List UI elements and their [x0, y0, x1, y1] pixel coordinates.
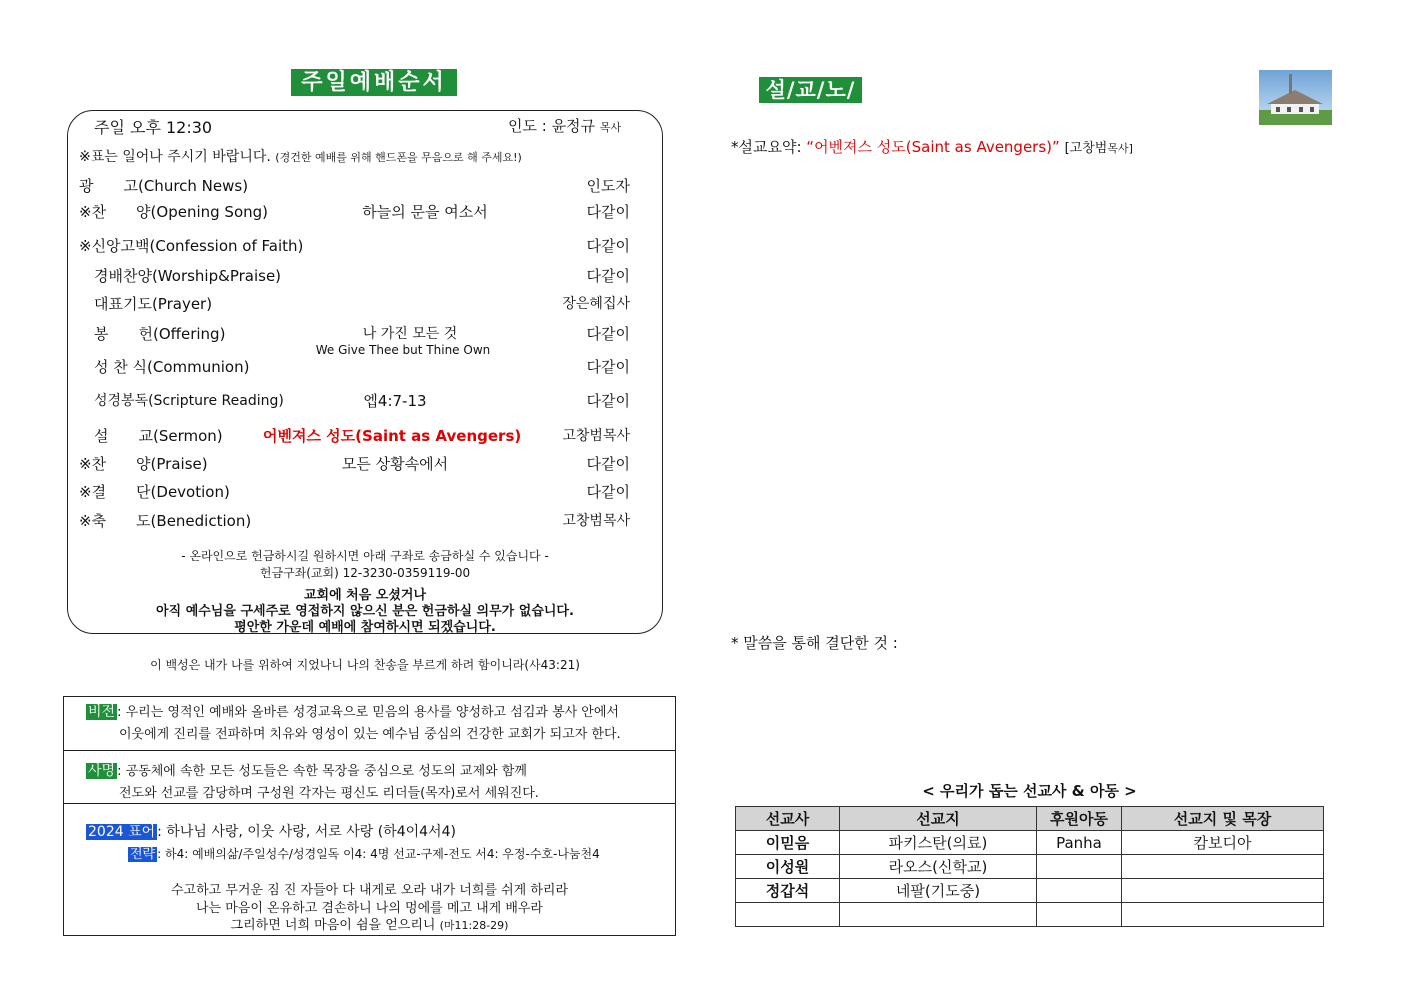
year-motto: [86, 821, 456, 841]
stand-note: [79, 146, 522, 166]
item-right: 다같이: [586, 203, 630, 221]
leader-suffix: 목사: [599, 121, 622, 134]
item-name: ※축 도(Benediction): [79, 512, 252, 530]
table-cell: [1037, 903, 1122, 927]
order-title: 주일예배순서: [291, 69, 457, 96]
item-name: ※찬 양(Praise): [79, 455, 208, 473]
strategy-tag: 전략: [130, 847, 156, 862]
mission-tag: 사명: [88, 763, 116, 779]
year-tag: 2024 표어: [88, 824, 156, 840]
table-cell: [840, 903, 1037, 927]
vision-text: : 우리는 영적인 예배와 올바른 성경교육으로 믿음의 용사를 양성하고 섬김과 봉사 안에서: [117, 705, 619, 720]
table-row: [736, 903, 1324, 927]
sermon-title-order: 어벤져스 성도(Saint as Avengers): [263, 427, 522, 445]
table-cell: [1037, 855, 1122, 879]
divider: [63, 750, 676, 751]
table-header: 선교사: [736, 807, 840, 831]
table-cell: [1037, 879, 1122, 903]
vision-tag: 비전: [88, 704, 116, 720]
table-cell: 네팔(기도중): [840, 879, 1037, 903]
mission-line-1: [86, 760, 527, 780]
service-time: 주일 오후 12:30: [94, 118, 213, 137]
table-header-row: [736, 807, 1324, 831]
missionary-table: [735, 806, 1324, 927]
divider: [63, 803, 676, 804]
item-right: 다같이: [586, 392, 630, 410]
item-right: 다같이: [586, 455, 630, 473]
closing-line-3-text: 그리하면 너희 마음이 쉼을 얻으리니: [230, 918, 436, 933]
year-text: : 하나님 사랑, 이웃 사랑, 서로 사랑 (하4이4서4): [157, 824, 456, 840]
table-cell: 캄보디아: [1122, 831, 1324, 855]
decision-label: * 말씀을 통해 결단한 것 :: [731, 634, 898, 652]
mission-line-2: 전도와 선교를 감당하며 구성원 각자는 평신도 리더들(목자)로서 세워진다.: [119, 786, 539, 801]
item-right: 고창범목사: [562, 513, 630, 529]
church-photo: [1259, 70, 1332, 125]
table-header: 후원아동: [1037, 807, 1122, 831]
table-header: 선교지 및 목장: [1122, 807, 1324, 831]
item-name: 봉 헌(Offering): [94, 325, 226, 343]
closing-line-2: 나는 마음이 온유하고 겸손하니 나의 멍에를 메고 내게 배우라: [195, 901, 543, 916]
table-cell: 이성원: [736, 855, 840, 879]
closing-line-3: [63, 914, 676, 933]
table-cell: 라오스(신학교): [840, 855, 1037, 879]
item-mid: 나 가진 모든 것: [362, 326, 458, 342]
strategy-text: : 하4: 예배의삶/주일성수/성경일독 이4: 4명 선교-구제-전도 서4: 우정-수호-나눔천4: [157, 847, 600, 861]
preacher: [고창범: [1064, 141, 1108, 156]
item-mid-2: We Give Thee but Thine Own: [315, 343, 491, 357]
sermon-summary: [731, 136, 1133, 157]
item-mid: 엡4:7-13: [363, 392, 427, 410]
newcomer-line-3: 평안한 가운데 예배에 참여하시면 되겠습니다.: [234, 620, 496, 635]
item-name: 광 고(Church News): [79, 177, 249, 195]
table-row: [736, 855, 1324, 879]
table-cell: [1122, 879, 1324, 903]
newcomer-line-1: 교회에 처음 오셨거나: [303, 588, 427, 603]
item-right: 다같이: [586, 267, 630, 285]
leader-label: 인도 : 윤정규: [508, 117, 596, 135]
item-right: 인도자: [586, 177, 630, 195]
stand-note-text: ※표는 일어나 주시기 바랍니다.: [79, 149, 271, 165]
sermon-note-title: 설/교/노/트: [759, 77, 862, 103]
phone-note: (경건한 예배를 위해 핸드폰을 무음으로 해 주세요!): [275, 151, 522, 164]
table-cell: [1122, 855, 1324, 879]
preacher-suffix: 목사]: [1107, 142, 1133, 155]
mission-text: : 공동체에 속한 모든 성도들은 속한 목장을 중심으로 성도의 교제와 함께: [117, 764, 527, 779]
item-mid: 모든 상황속에서: [341, 455, 449, 473]
item-right: 다같이: [586, 483, 630, 501]
table-cell: 이믿음: [736, 831, 840, 855]
online-note: - 온라인으로 헌금하시길 원하시면 아래 구좌로 송금하실 수 있습니다 -: [181, 549, 549, 563]
item-name: 성 찬 식(Communion): [94, 358, 250, 376]
closing-ref: (마11:28-29): [439, 919, 509, 932]
item-name: 대표기도(Prayer): [94, 295, 213, 313]
leader-info: [508, 115, 621, 136]
item-name: ※신앙고백(Confession of Faith): [79, 237, 304, 255]
closing-line-1: 수고하고 무거운 짐 진 자들아 다 내게로 오라 내가 너희를 쉬게 하리라: [170, 883, 569, 898]
item-right: 장은혜집사: [562, 296, 630, 312]
item-name: 설 교(Sermon): [94, 427, 223, 445]
item-right: 다같이: [586, 358, 630, 376]
missionary-title: < 우리가 돕는 선교사 & 아동 >: [922, 782, 1137, 800]
strategy: [128, 843, 600, 862]
table-header: 선교지: [840, 807, 1037, 831]
table-cell: 정갑석: [736, 879, 840, 903]
table-cell: 파키스탄(의료): [840, 831, 1037, 855]
summary-quote: “어벤져스 성도(Saint as Avengers)”: [806, 138, 1060, 156]
item-right: 고창범목사: [562, 428, 630, 444]
item-right: 다같이: [586, 325, 630, 343]
vision-line-2: 이웃에게 진리를 전파하며 치유와 영성이 있는 예수님 중심의 건강한 교회가 되고자 한다.: [119, 727, 621, 742]
item-name: 성경봉독(Scripture Reading): [94, 393, 284, 409]
table-cell: [736, 903, 840, 927]
table-row: [736, 879, 1324, 903]
item-name: 경배찬양(Worship&Praise): [94, 267, 282, 285]
bible-verse: 이 백성은 내가 나를 위하여 지었나니 나의 찬송을 부르게 하려 함이니라(사43:21): [150, 658, 580, 672]
table-cell: Panha: [1037, 831, 1122, 855]
item-name: ※결 단(Devotion): [79, 483, 230, 501]
item-name: ※찬 양(Opening Song): [79, 203, 269, 221]
summary-label: *설교요약:: [731, 138, 802, 156]
newcomer-line-2: 아직 예수님을 구세주로 영접하지 않으신 분은 헌금하실 의무가 없습니다.: [156, 604, 574, 619]
table-row: [736, 831, 1324, 855]
table-cell: [1122, 903, 1324, 927]
account-info: 헌금구좌(교회) 12-3230-0359119-00: [259, 566, 471, 580]
item-right: 다같이: [586, 237, 630, 255]
item-mid: 하늘의 문을 여소서: [362, 203, 488, 221]
vision-line-1: [86, 701, 619, 721]
